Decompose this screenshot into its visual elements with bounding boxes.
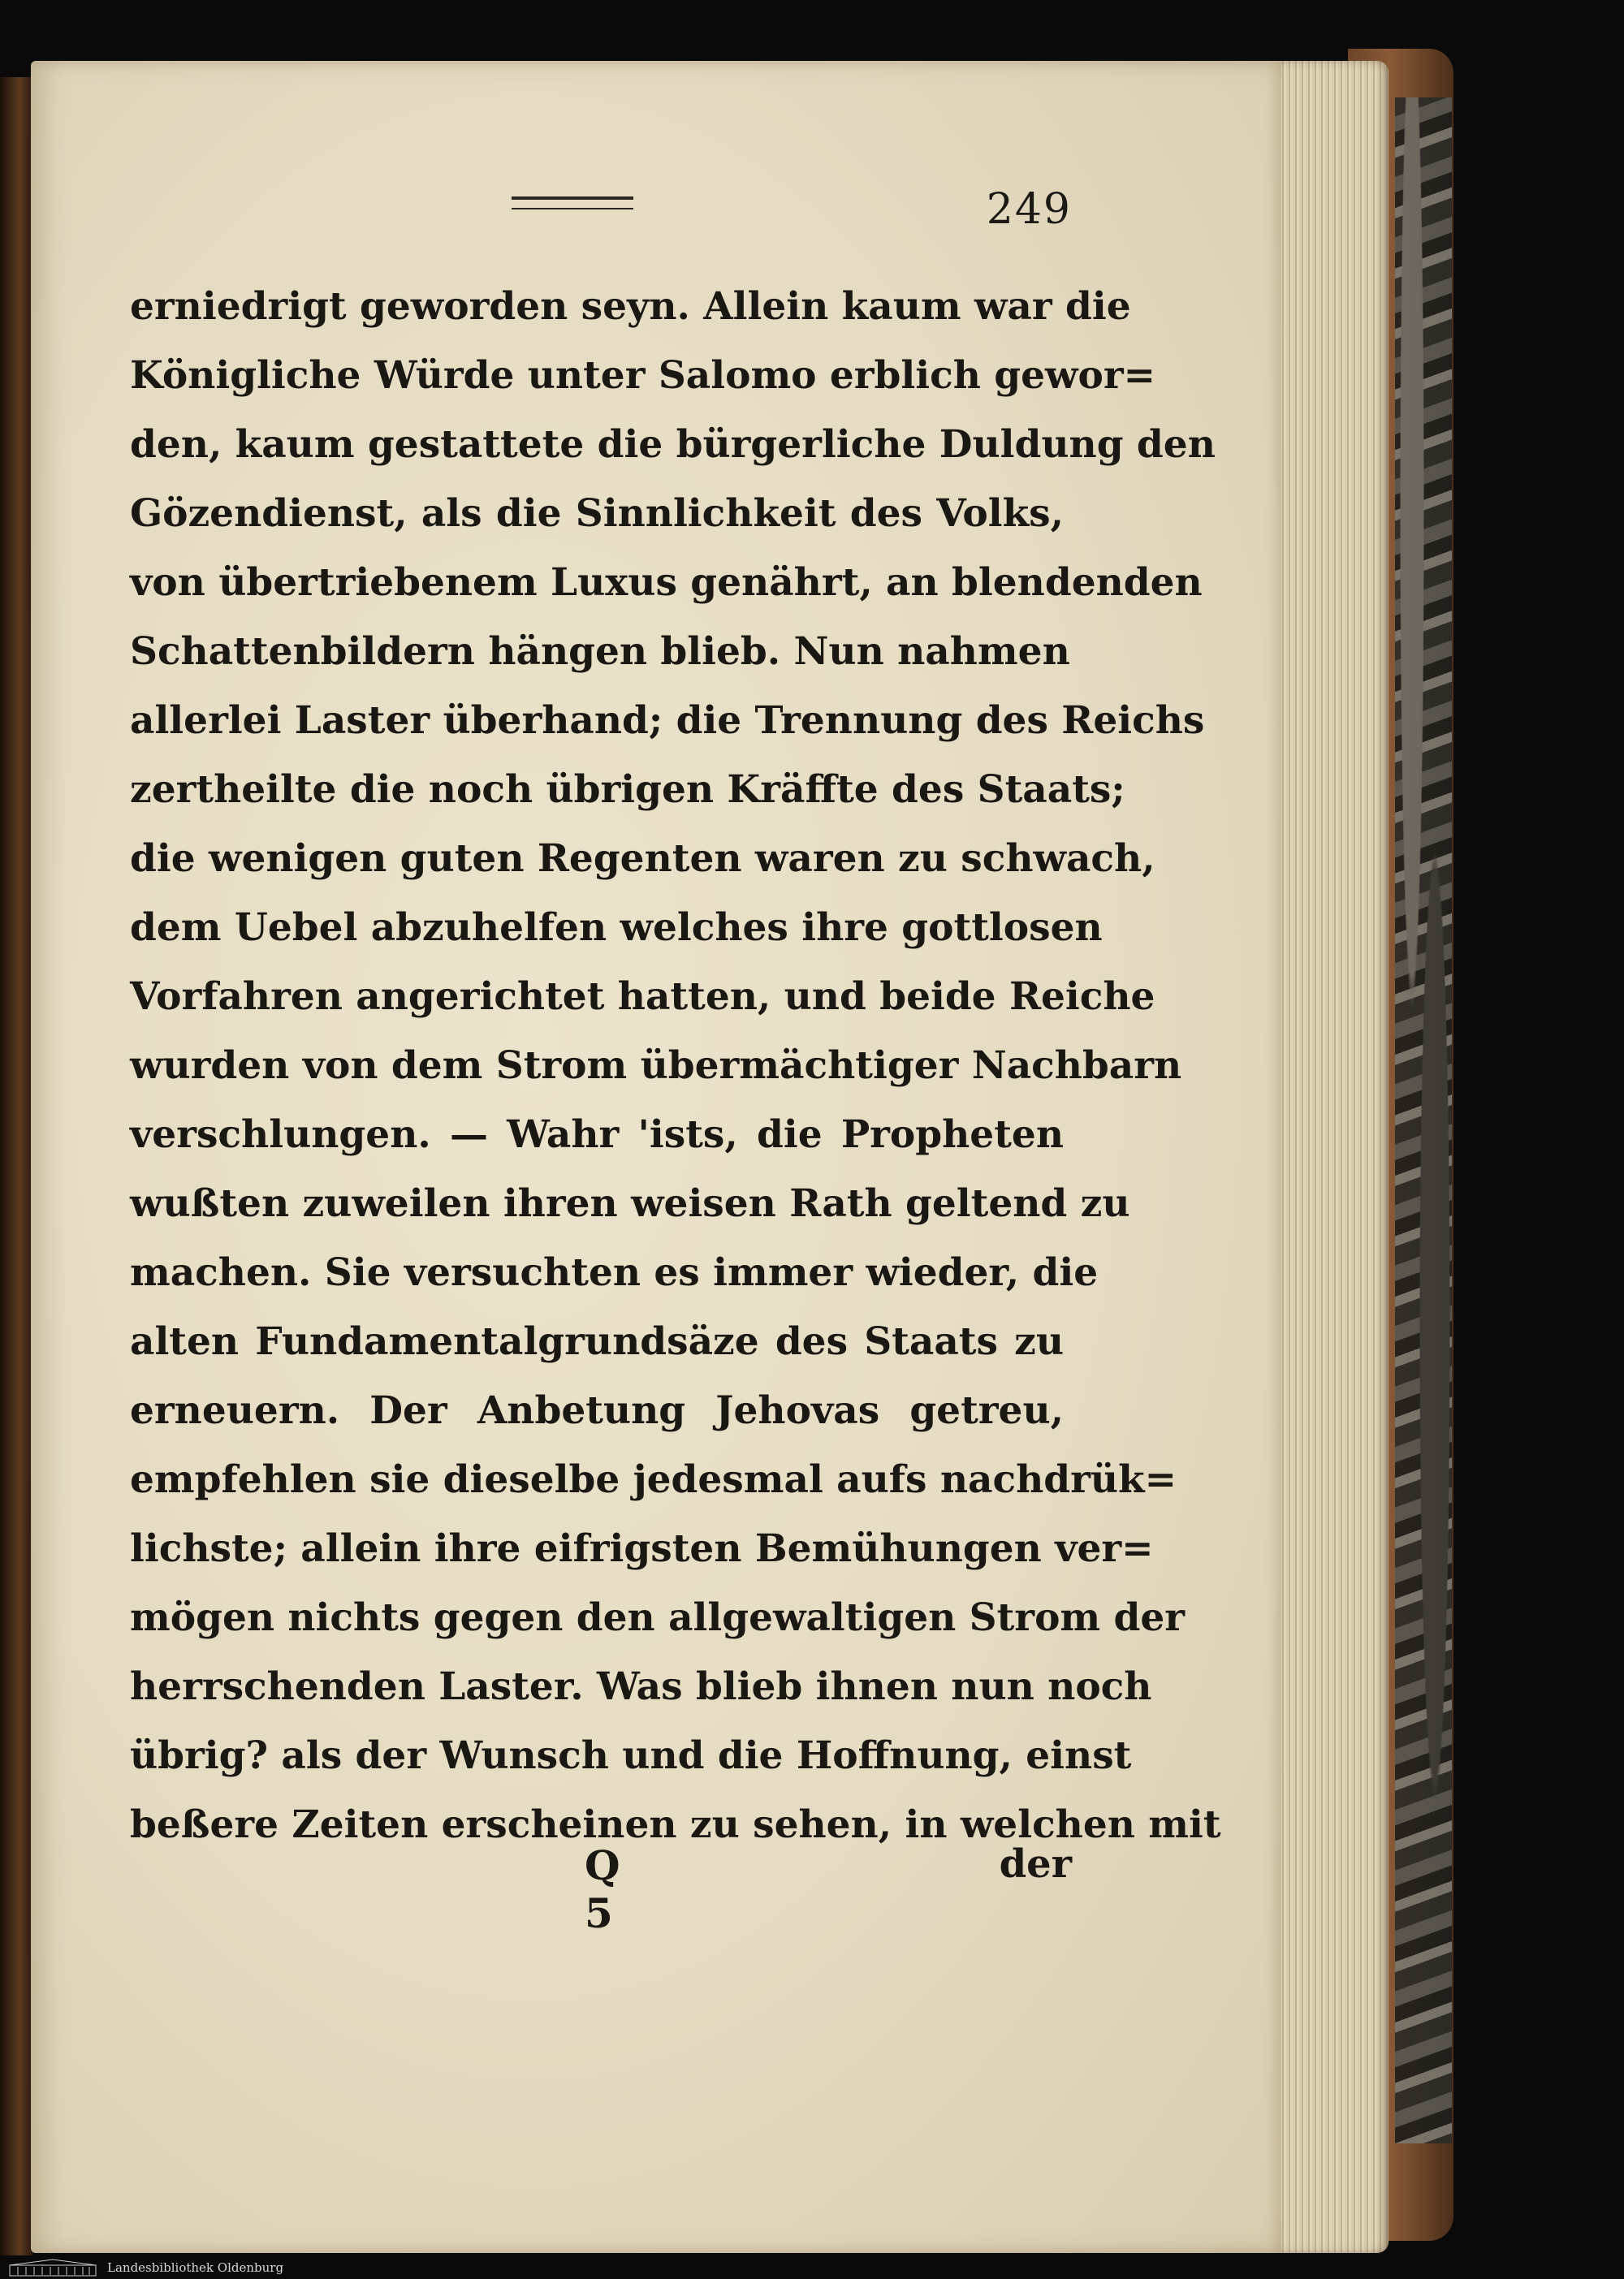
text-line: lichste; allein ihre eifrigsten Bemühungen ver= xyxy=(130,1526,1154,1571)
text-line: allerlei Laster überhand; die Trennung des Reichs xyxy=(130,698,1205,743)
text-line: wußten zuweilen ihren weisen Rath geltend zu xyxy=(130,1181,1130,1226)
text-line: zertheilte die noch übrigen Kräffte des Staats; xyxy=(130,767,1125,812)
text-line: empfehlen sie dieselbe jedesmal aufs nachdrük= xyxy=(130,1457,1177,1502)
text-line: übrig? als der Wunsch und die Hoffnung, einst xyxy=(130,1733,1132,1778)
text-line: Schattenbildern hängen blieb. Nun nahmen xyxy=(130,629,1070,674)
text-line: Königliche Würde unter Salomo erblich gewor= xyxy=(130,353,1155,398)
catchword: der xyxy=(999,1841,1072,1887)
library-name: Landesbibliothek Oldenburg xyxy=(107,2260,284,2275)
marbled-cover xyxy=(1395,97,1452,2143)
header-rule xyxy=(512,196,633,209)
page-edges xyxy=(1267,61,1389,2253)
text-line: dem Uebel abzuhelfen welches ihre gottlosen xyxy=(130,905,1103,950)
book-cover-left xyxy=(0,77,32,2261)
text-line: erneuern. Der Anbetung Jehovas getreu, xyxy=(130,1388,1064,1433)
body-text xyxy=(130,272,1221,1859)
text-line: wurden von dem Strom übermächtiger Nachbarn xyxy=(130,1043,1182,1088)
text-line: verschlungen. — Wahr 'ists, die Propheten xyxy=(130,1112,1064,1157)
text-line: den, kaum gestattete die bürgerliche Duldung den xyxy=(130,422,1216,467)
page-number: 249 xyxy=(986,185,1072,234)
text-line: die wenigen guten Regenten waren zu schwach, xyxy=(130,836,1155,881)
text-line: von übertriebenem Luxus genährt, an blendenden xyxy=(130,560,1203,605)
text-line: alten Fundamentalgrundsäze des Staats zu xyxy=(130,1319,1064,1364)
footer-bar xyxy=(0,2255,1624,2279)
text-line: mögen nichts gegen den allgewaltigen Strom der xyxy=(130,1595,1186,1640)
text-line: beßere Zeiten erscheinen zu sehen, in welchen mit xyxy=(130,1802,1221,1847)
text-line: machen. Sie versuchten es immer wieder, die xyxy=(130,1250,1099,1295)
text-line: herrschenden Laster. Was blieb ihnen nun noch xyxy=(130,1664,1152,1709)
text-line: Vorfahren angerichtet hatten, und beide Reiche xyxy=(130,974,1155,1019)
text-line: erniedrigt geworden seyn. Allein kaum war die xyxy=(130,284,1131,329)
library-building-icon xyxy=(8,2259,97,2277)
text-line: Gözendienst, als die Sinnlichkeit des Volks, xyxy=(130,491,1064,536)
signature-mark: Q 5 xyxy=(585,1841,620,1937)
